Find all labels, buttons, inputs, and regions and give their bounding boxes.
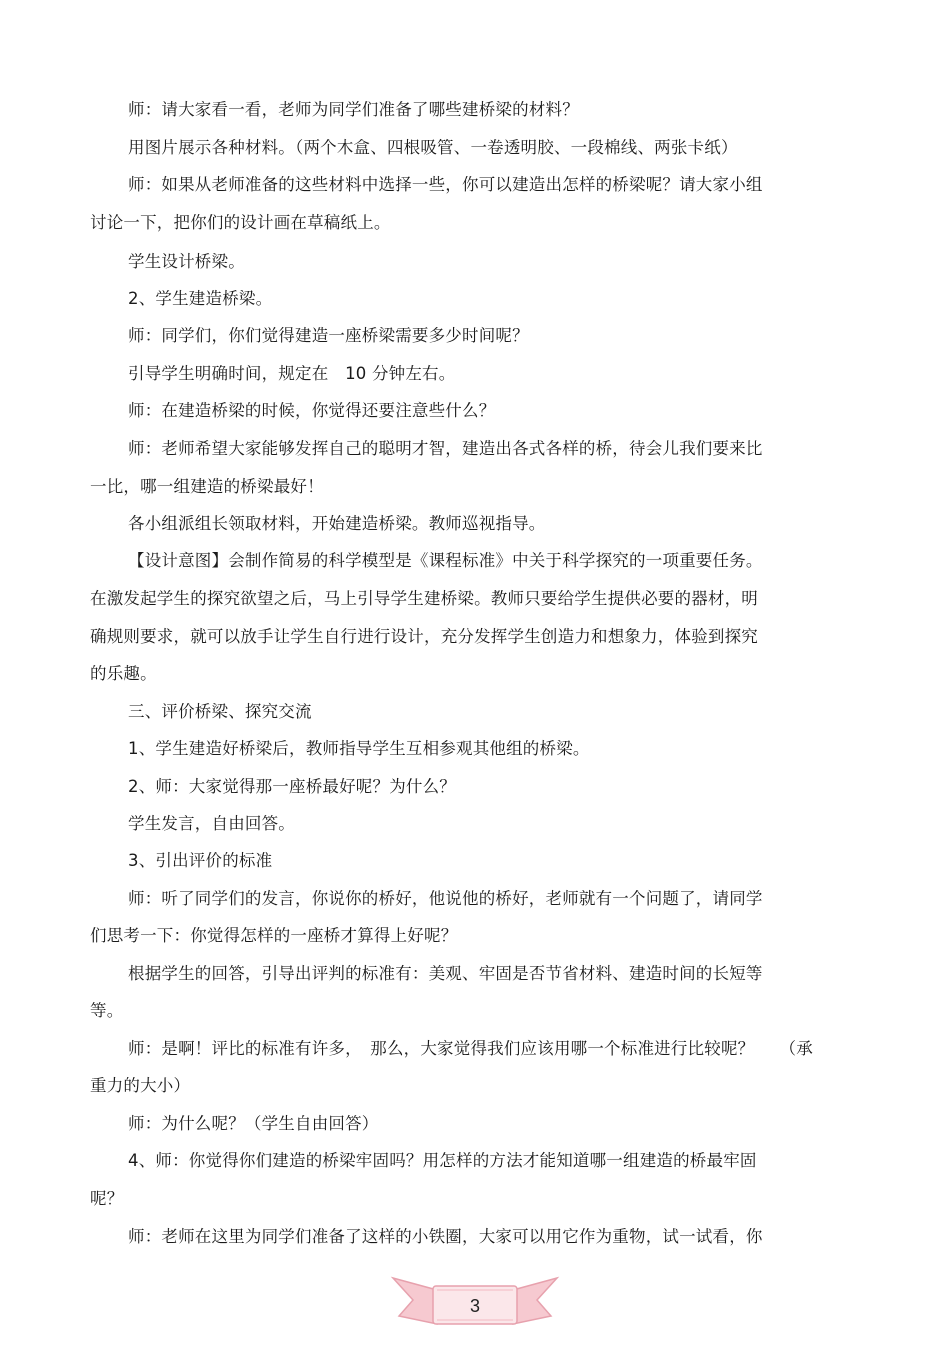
text-line: 师：老师在这里为同学们准备了这样的小铁圈，大家可以用它作为重物，试一试看，你 [128, 1227, 763, 1246]
text-line: 师：在建造桥梁的时候，你觉得还要注意些什么？ [128, 401, 496, 420]
text-line: 2、师：大家觉得那一座桥最好呢？为什么？ [128, 777, 456, 796]
text-line: 师：如果从老师准备的这些材料中选择一些，你可以建造出怎样的桥梁呢？请大家小组 [128, 175, 763, 194]
text-line: 重力的大小） [90, 1076, 191, 1095]
text-line: 师：为什么呢？（学生自由回答） [128, 1114, 379, 1133]
text-line: 【设计意图】会制作简易的科学模型是《课程标准》中关于科学探究的一项重要任务。 [128, 551, 763, 570]
section-heading: 三、评价桥梁、探究交流 [128, 702, 312, 721]
page-number: 3 [469, 1296, 480, 1316]
text-line: 一比，哪一组建造的桥梁最好！ [90, 477, 324, 496]
text-line: 等。 [90, 1001, 124, 1020]
text-line: 4、师：你觉得你们建造的桥梁牢固吗？用怎样的方法才能知道哪一组建造的桥最牢固 [128, 1151, 757, 1170]
text-line: 确规则要求，就可以放手让学生自行进行设计，充分发挥学生创造力和想象力，体验到探究 [90, 627, 758, 646]
text-line: 师：是啊！评比的标准有许多， 那么，大家觉得我们应该用哪一个标准进行比较呢？ （承 [128, 1039, 813, 1058]
text-line: 根据学生的回答，引导出评判的标准有：美观、牢固是否节省材料、建造时间的长短等 [128, 964, 763, 983]
text-line: 用图片展示各种材料。（两个木盒、四根吸管、一卷透明胶、一段棉线、两张卡纸） [128, 138, 738, 157]
page-footer [385, 1268, 565, 1338]
text-line: 呢？ [90, 1189, 124, 1208]
text-line: 引导学生明确时间，规定在 10 分钟左右。 [128, 364, 456, 383]
text-line: 各小组派组长领取材料，开始建造桥梁。教师巡视指导。 [128, 514, 546, 533]
text-line: 师：听了同学们的发言，你说你的桥好，他说他的桥好，老师就有一个问题了，请同学 [128, 889, 763, 908]
text-line: 2、学生建造桥梁。 [128, 289, 273, 308]
text-line: 师：老师希望大家能够发挥自己的聪明才智，建造出各式各样的桥，待会儿我们要来比 [128, 439, 763, 458]
text-line: 们思考一下：你觉得怎样的一座桥才算得上好呢？ [90, 926, 458, 945]
text-line: 师：同学们，你们觉得建造一座桥梁需要多少时间呢？ [128, 326, 529, 345]
text-line: 3、引出评价的标准 [128, 851, 273, 870]
text-line: 学生发言，自由回答。 [128, 814, 295, 833]
text-line: 1、学生建造好桥梁后，教师指导学生互相参观其他组的桥梁。 [128, 739, 590, 758]
text-line: 讨论一下，把你们的设计画在草稿纸上。 [90, 213, 391, 232]
text-line: 的乐趣。 [90, 664, 157, 683]
text-line: 师：请大家看一看，老师为同学们准备了哪些建桥梁的材料？ [128, 100, 579, 119]
text-line: 学生设计桥梁。 [128, 252, 245, 271]
text-line: 在激发起学生的探究欲望之后，马上引导学生建桥梁。教师只要给学生提供必要的器材，明 [90, 589, 758, 608]
